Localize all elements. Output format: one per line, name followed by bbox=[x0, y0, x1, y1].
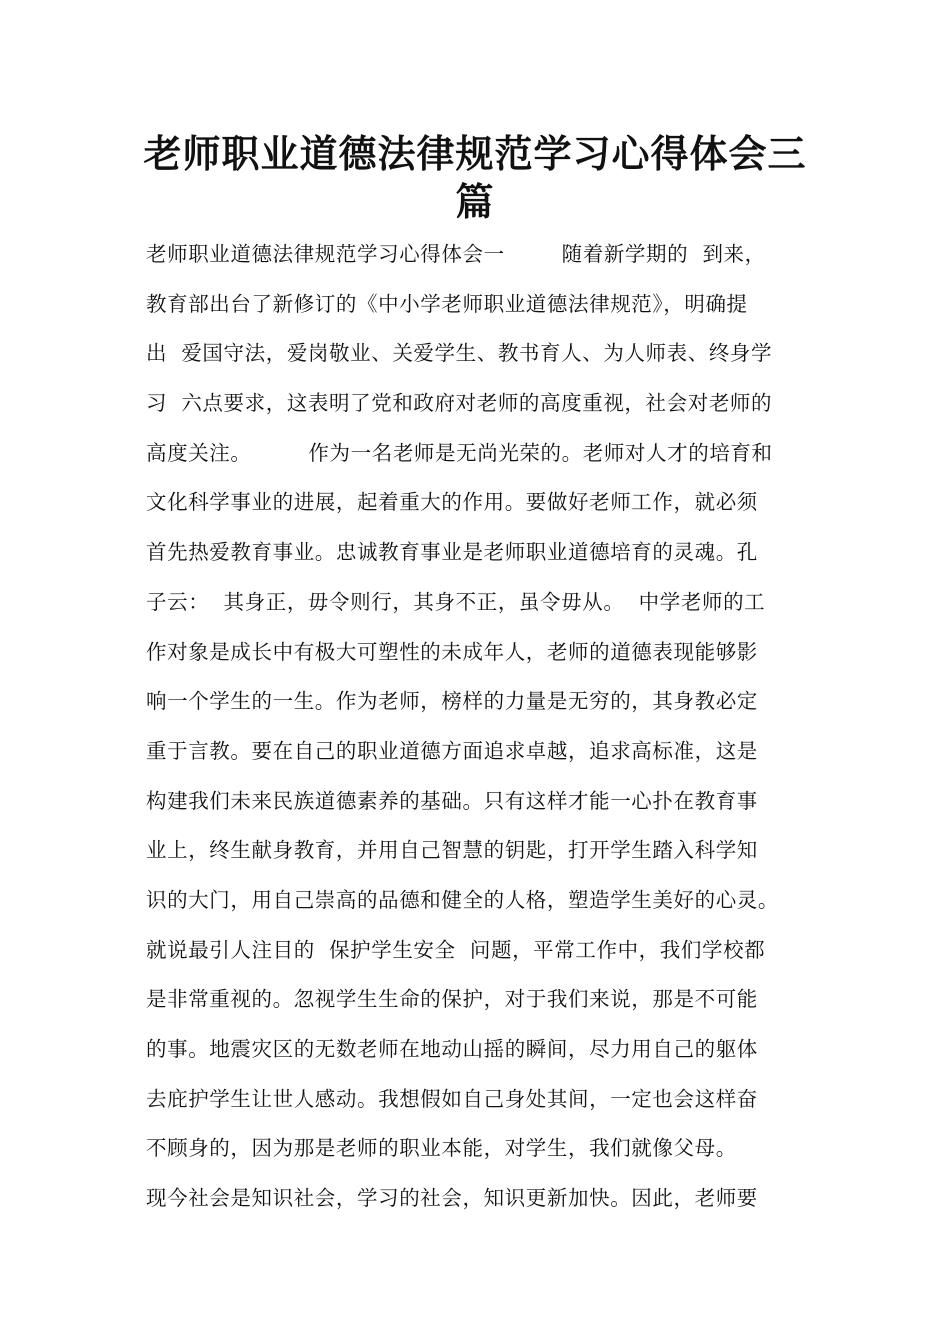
body-line: 识的大门，用自己崇高的品德和健全的人格，塑造学生美好的心灵。 bbox=[146, 887, 779, 912]
body-line: 习 六点要求，这表明了党和政府对老师的高度重视，社会对老师的 bbox=[146, 391, 773, 416]
body-line: 的事。地震灾区的无数老师在地动山摇的瞬间，尽力用自己的躯体 bbox=[146, 1037, 758, 1061]
body-line: 构建我们未来民族道德素养的基础。只有这样才能一心扑在教育事 bbox=[146, 788, 758, 813]
title-line-1: 老师职业道德法律规范学习心得体会三 bbox=[143, 132, 807, 176]
body-line: 重于言教。要在自己的职业道德方面追求卓越，追求高标准，这是 bbox=[146, 738, 758, 763]
body-line: 去庇护学生让世人感动。我想假如自己身处其间，一定也会这样奋 bbox=[146, 1086, 758, 1111]
body-line: 高度关注。 作为一名老师是无尚光荣的。老师对人才的培育和 bbox=[146, 440, 773, 465]
body-line: 就说最引人注目的 保护学生安全 问题，平常工作中，我们学校都 bbox=[146, 937, 766, 962]
document-title bbox=[100, 130, 850, 226]
body-line: 响一个学生的一生。作为老师，榜样的力量是无穷的，其身教必定 bbox=[146, 689, 758, 714]
body-line: 老师职业道德法律规范学习心得体会一 随着新学期的 到来， bbox=[146, 242, 766, 266]
body-line: 文化科学事业的进展，起着重大的作用。要做好老师工作，就必须 bbox=[146, 490, 758, 515]
body-line: 子云： 其身正，毋令则行，其身不正，虽令毋从。 中学老师的工 bbox=[146, 589, 766, 614]
body-line: 是非常重视的。忽视学生生命的保护，对于我们来说，那是不可能 bbox=[146, 987, 758, 1012]
body-line: 现今社会是知识社会，学习的社会，知识更新加快。因此，老师要 bbox=[146, 1186, 758, 1211]
title-line-2: 篇 bbox=[455, 180, 495, 224]
body-line: 教育部出台了新修订的《中小学老师职业道德法律规范》，明确提 bbox=[146, 291, 748, 316]
body-line: 首先热爱教育事业。忠诚教育事业是老师职业道德培育的灵魂。孔 bbox=[146, 540, 758, 565]
body-line: 出 爱国守法，爱岗敬业、关爱学生、教书育人、为人师表、终身学 bbox=[146, 341, 773, 366]
body-line: 不顾身的，因为那是老师的职业本能，对学生，我们就像父母。 bbox=[146, 1136, 737, 1161]
body-line: 业上，终生献身教育，并用自己智慧的钥匙，打开学生踏入科学知 bbox=[146, 838, 758, 863]
document-body bbox=[146, 230, 836, 1224]
body-line: 作对象是成长中有极大可塑性的未成年人，老师的道德表现能够影 bbox=[146, 639, 758, 664]
